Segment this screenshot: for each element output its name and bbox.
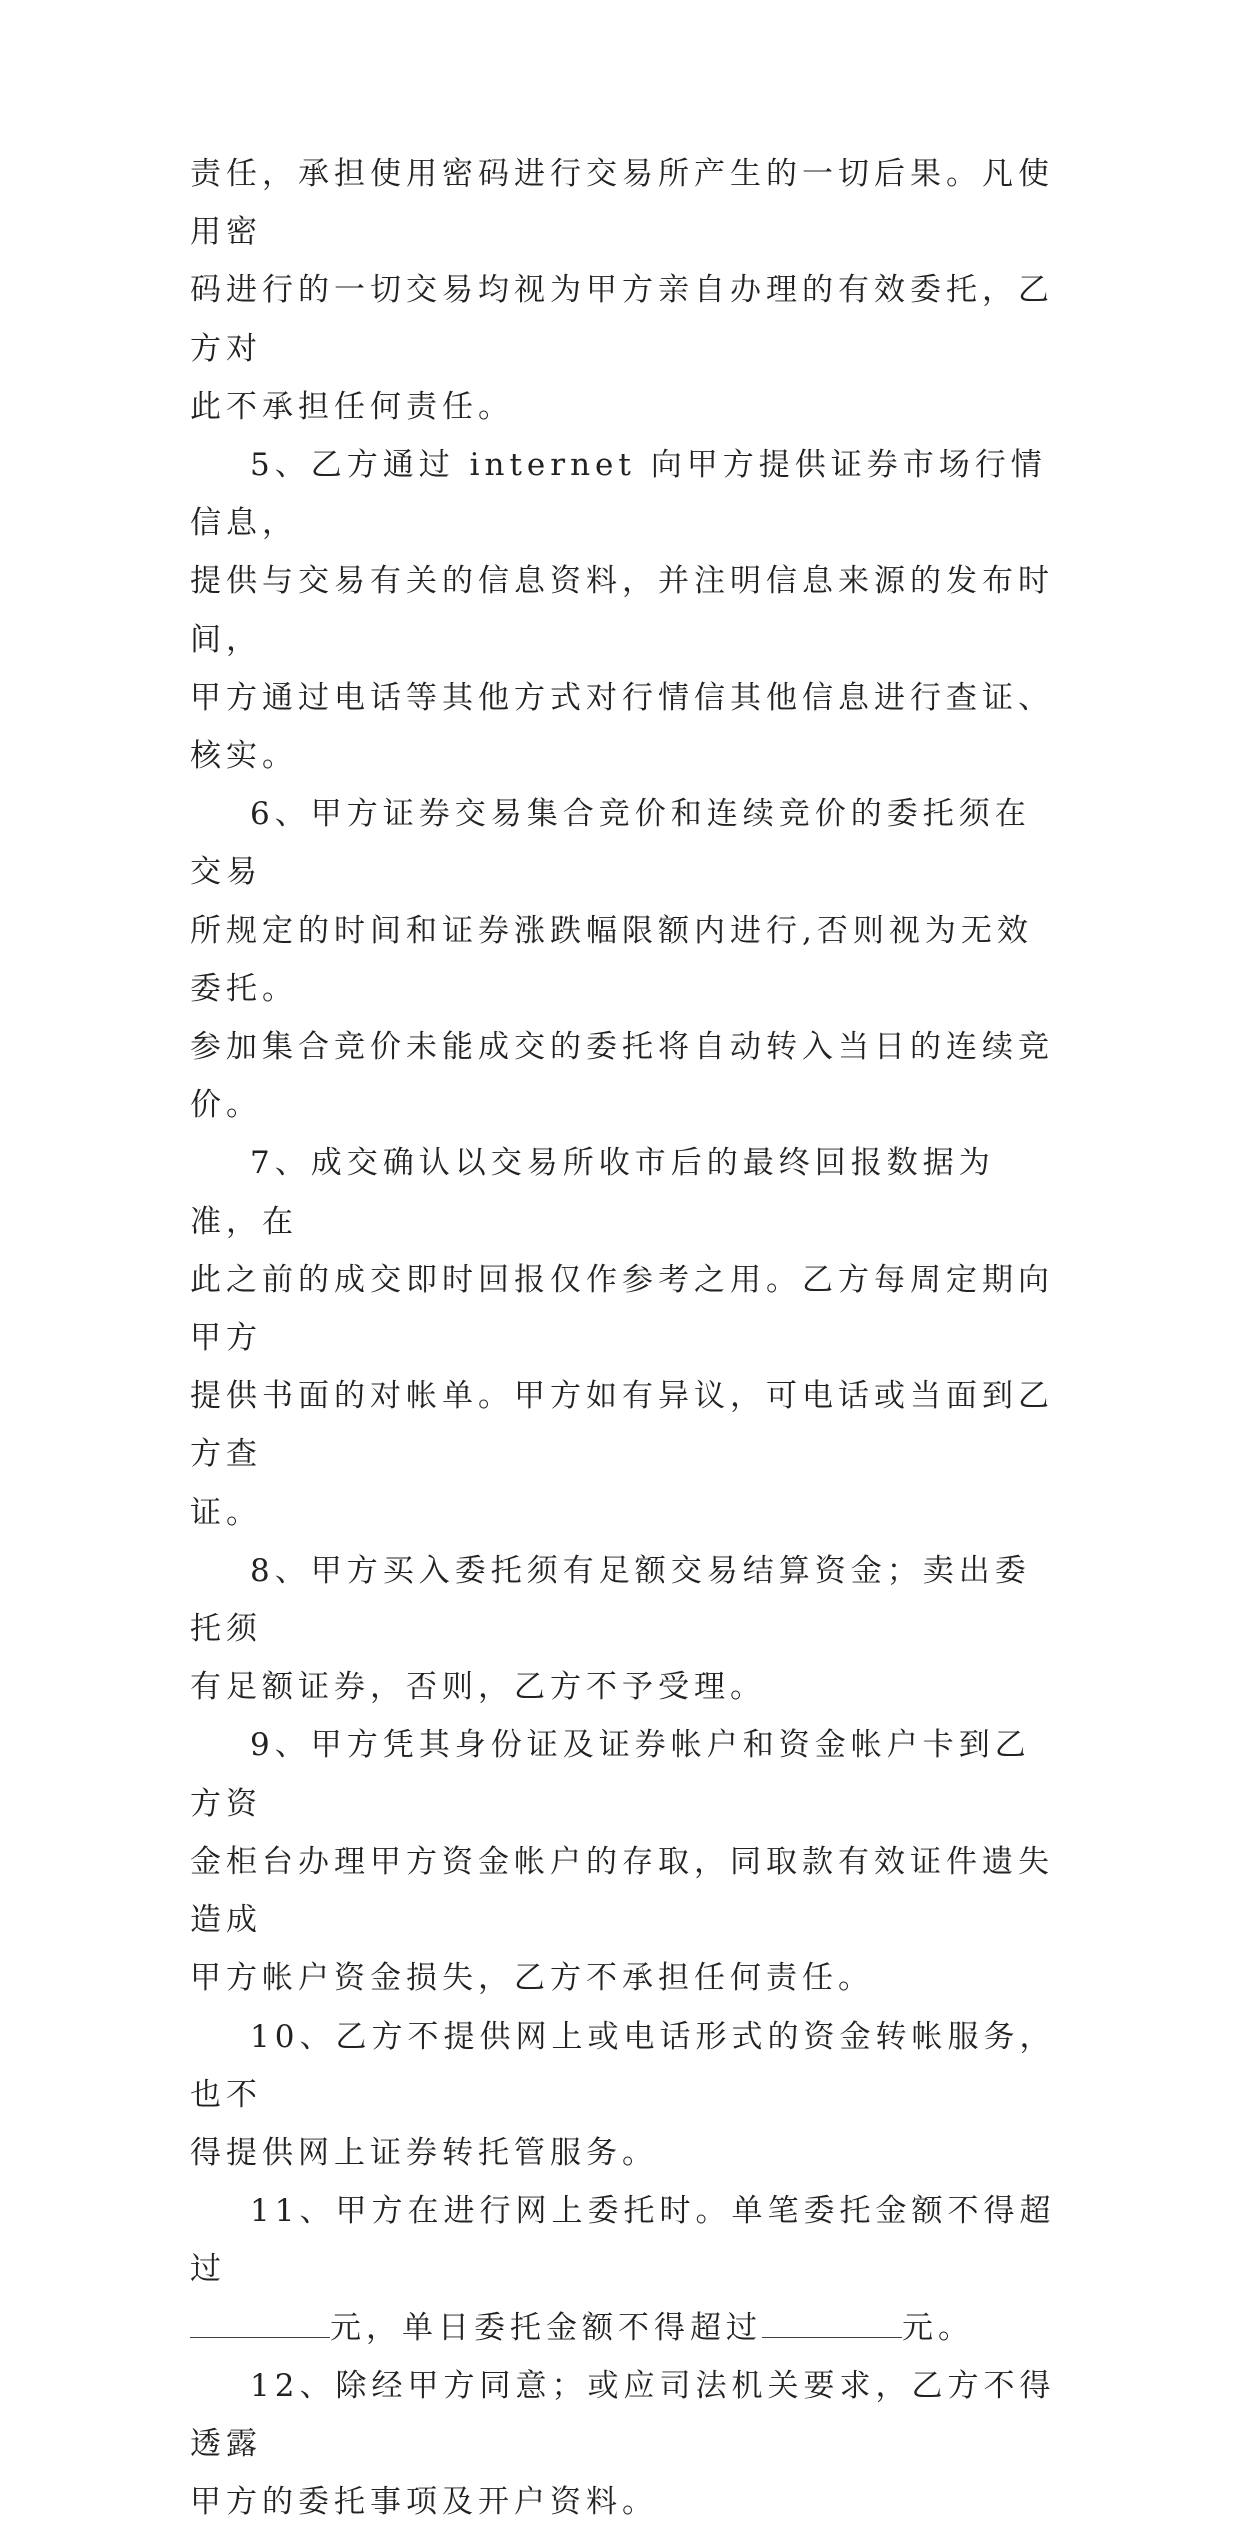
text-line: 12、除经甲方同意；或应司法机关要求，乙方不得透露 <box>190 2367 1056 2462</box>
text-line: 10、乙方不提供网上或电话形式的资金转帐服务，也不 <box>190 2018 1056 2113</box>
text-line: 责任，承担使用密码进行交易所产生的一切后果。凡使用密 <box>190 156 1054 251</box>
clause-7 <box>190 1134 1060 1541</box>
clause-11 <box>190 2182 1060 2357</box>
text-line: 金柜台办理甲方资金帐户的存取，同取款有效证件遗失造成 <box>190 1843 1054 1939</box>
amount-blank-daily <box>762 2311 902 2338</box>
text-line: 甲方帐户资金损失，乙方不承担任何责任。 <box>190 1960 874 1997</box>
text-line: 11、甲方在进行网上委托时。单笔委托金额不得超过 <box>190 2193 1056 2288</box>
text-line: 得提供网上证券转托管服务。 <box>190 2134 658 2171</box>
text-line: 甲方的委托事项及开户资料。 <box>190 2484 658 2521</box>
clause-9 <box>190 1716 1060 2007</box>
text-line: 5、乙方通过 internet 向甲方提供证券市场行情信息， <box>190 447 1047 542</box>
text-line: 此不承担任何责任。 <box>190 388 514 425</box>
text-line: 提供书面的对帐单。甲方如有异议，可电话或当面到乙方查 <box>190 1378 1054 1473</box>
text-line: 提供与交易有关的信息资料，并注明信息来源的发布时间， <box>190 563 1054 658</box>
text-line: 码进行的一切交易均视为甲方亲自办理的有效委托，乙方对 <box>190 272 1054 367</box>
text-segment: 元，单日委托金额不得超过 <box>330 2309 762 2346</box>
amount-blank-single <box>190 2311 330 2338</box>
paragraph-continued <box>190 145 1060 436</box>
text-line: 7、成交确认以交易所收市后的最终回报数据为准，在 <box>190 1145 995 1240</box>
text-line: 此之前的成交即时回报仅作参考之用。乙方每周定期向甲方 <box>190 1261 1054 1357</box>
text-line: 所规定的时间和证券涨跌幅限额内进行,否则视为无效委托。 <box>190 912 1033 1007</box>
text-line: 甲方通过电话等其他方式对行情信其他信息进行查证、核实。 <box>190 679 1054 775</box>
clause-8 <box>190 1542 1060 1717</box>
text-segment: 元。 <box>902 2309 974 2346</box>
clause-12 <box>190 2357 1060 2531</box>
text-line: 证。 <box>190 1494 262 1531</box>
text-line: 6、甲方证券交易集合竞价和连续竞价的委托须在交易 <box>190 796 1031 891</box>
clause-5 <box>190 436 1060 785</box>
clause-6 <box>190 785 1060 1134</box>
contract-body <box>190 145 1060 2531</box>
text-line: 参加集合竞价未能成交的委托将自动转入当日的连续竞价。 <box>190 1029 1054 1124</box>
clause-10 <box>190 2008 1060 2183</box>
text-line: 有足额证券，否则，乙方不予受理。 <box>190 1669 766 1706</box>
text-line: 9、甲方凭其身份证及证券帐户和资金帐户卡到乙方资 <box>190 1727 1031 1822</box>
text-line: 8、甲方买入委托须有足额交易结算资金；卖出委托须 <box>190 1552 1031 1648</box>
